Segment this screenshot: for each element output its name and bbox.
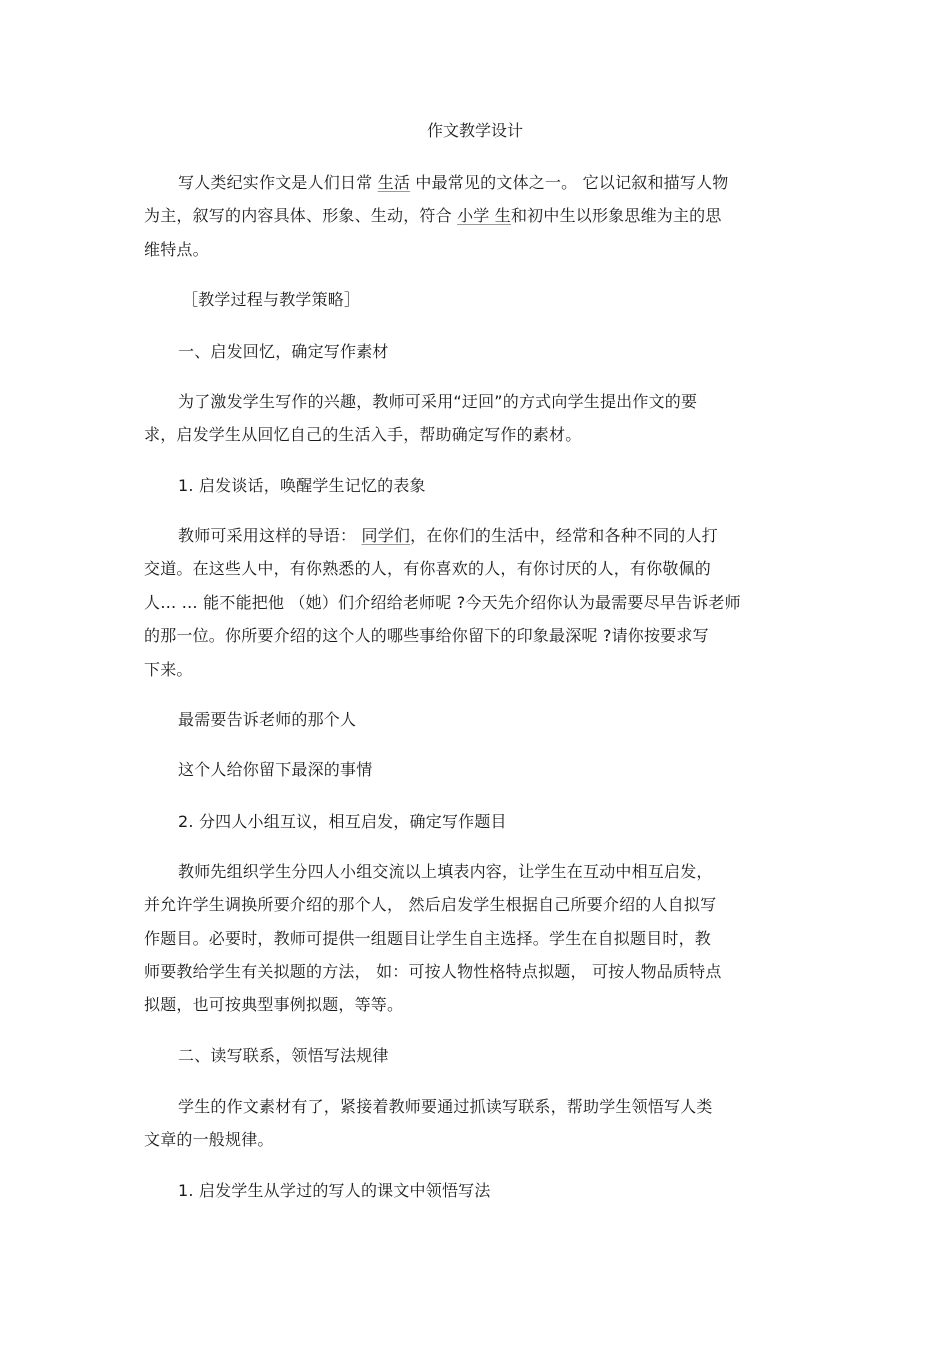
paragraph-group-line-4: 师要教给学生有关拟题的方法， 如：可按人物性格特点拟题， 可按人物品质特点 — [144, 962, 722, 981]
paragraph-group-line-5: 拟题，也可按典型事例拟题，等等。 — [144, 995, 404, 1014]
form-item-person: 最需要告诉老师的那个人 — [178, 710, 357, 729]
paragraph-intro-line-2: 为主，叙写的内容具体、形象、生动，符合 小学 生和初中生以形象思维为主的思 — [144, 206, 722, 225]
paragraph-group-line-1: 教师先组织学生分四人小组交流以上填表内容，让学生在互动中相互启发， — [178, 862, 713, 881]
paragraph-guide-line-2: 交道。在这些人中，有你熟悉的人，有你喜欢的人，有你讨厌的人，有你敬佩的 — [144, 559, 712, 578]
paragraph-part2-line-1: 学生的作文素材有了，紧接着教师要通过抓读写联系，帮助学生领悟写人类 — [178, 1097, 713, 1116]
paragraph-group-line-2: 并允许学生调换所要介绍的那个人， 然后启发学生根据自己所要介绍的人自拟写 — [144, 895, 717, 914]
form-item-event: 这个人给你留下最深的事情 — [178, 760, 373, 779]
paragraph-guide-line-3: 人… … 能不能把他 （她）们介绍给老师呢 ?今天先介绍你认为最需要尽早告诉老师 — [144, 593, 741, 612]
paragraph-part1-line-2: 求，启发学生从回忆自己的生活入手，帮助确定写作的素材。 — [144, 425, 582, 444]
document-title: 作文教学设计 — [426, 121, 523, 140]
paragraph-part1-line-1: 为了激发学生写作的兴趣，教师可采用“迂回”的方式向学生提出作文的要 — [178, 392, 698, 411]
paragraph-group-line-3: 作题目。必要时，教师可提供一组题目让学生自主选择。学生在自拟题目时，教 — [144, 929, 712, 948]
paragraph-intro-line-1: 写人类纪实作文是人们日常 生活 中最常见的文体之一。 它以记叙和描写人物 — [178, 173, 729, 192]
paragraph-guide-line-5: 下来。 — [144, 660, 193, 679]
heading-part-1: 一、启发回忆，确定写作素材 — [178, 342, 389, 361]
paragraph-intro-line-3: 维特点。 — [144, 240, 209, 259]
heading-part-2: 二、读写联系，领悟写法规律 — [178, 1046, 389, 1065]
paragraph-guide-line-1: 教师可采用这样的导语： 同学们，在你们的生活中，经常和各种不同的人打 — [178, 526, 718, 545]
subheading-1-2: 2. 分四人小组互议，相互启发，确定写作题目 — [178, 812, 507, 831]
subheading-1-1: 1. 启发谈话，唤醒学生记忆的表象 — [178, 476, 426, 495]
paragraph-part2-line-2: 文章的一般规律。 — [144, 1130, 274, 1149]
paragraph-guide-line-4: 的那一位。你所要介绍的这个人的哪些事给你留下的印象最深呢 ?请你按要求写 — [144, 626, 709, 645]
subheading-2-1: 1. 启发学生从学过的写人的课文中领悟写法 — [178, 1181, 491, 1200]
section-heading-process: ［教学过程与教学策略］ — [182, 290, 361, 309]
